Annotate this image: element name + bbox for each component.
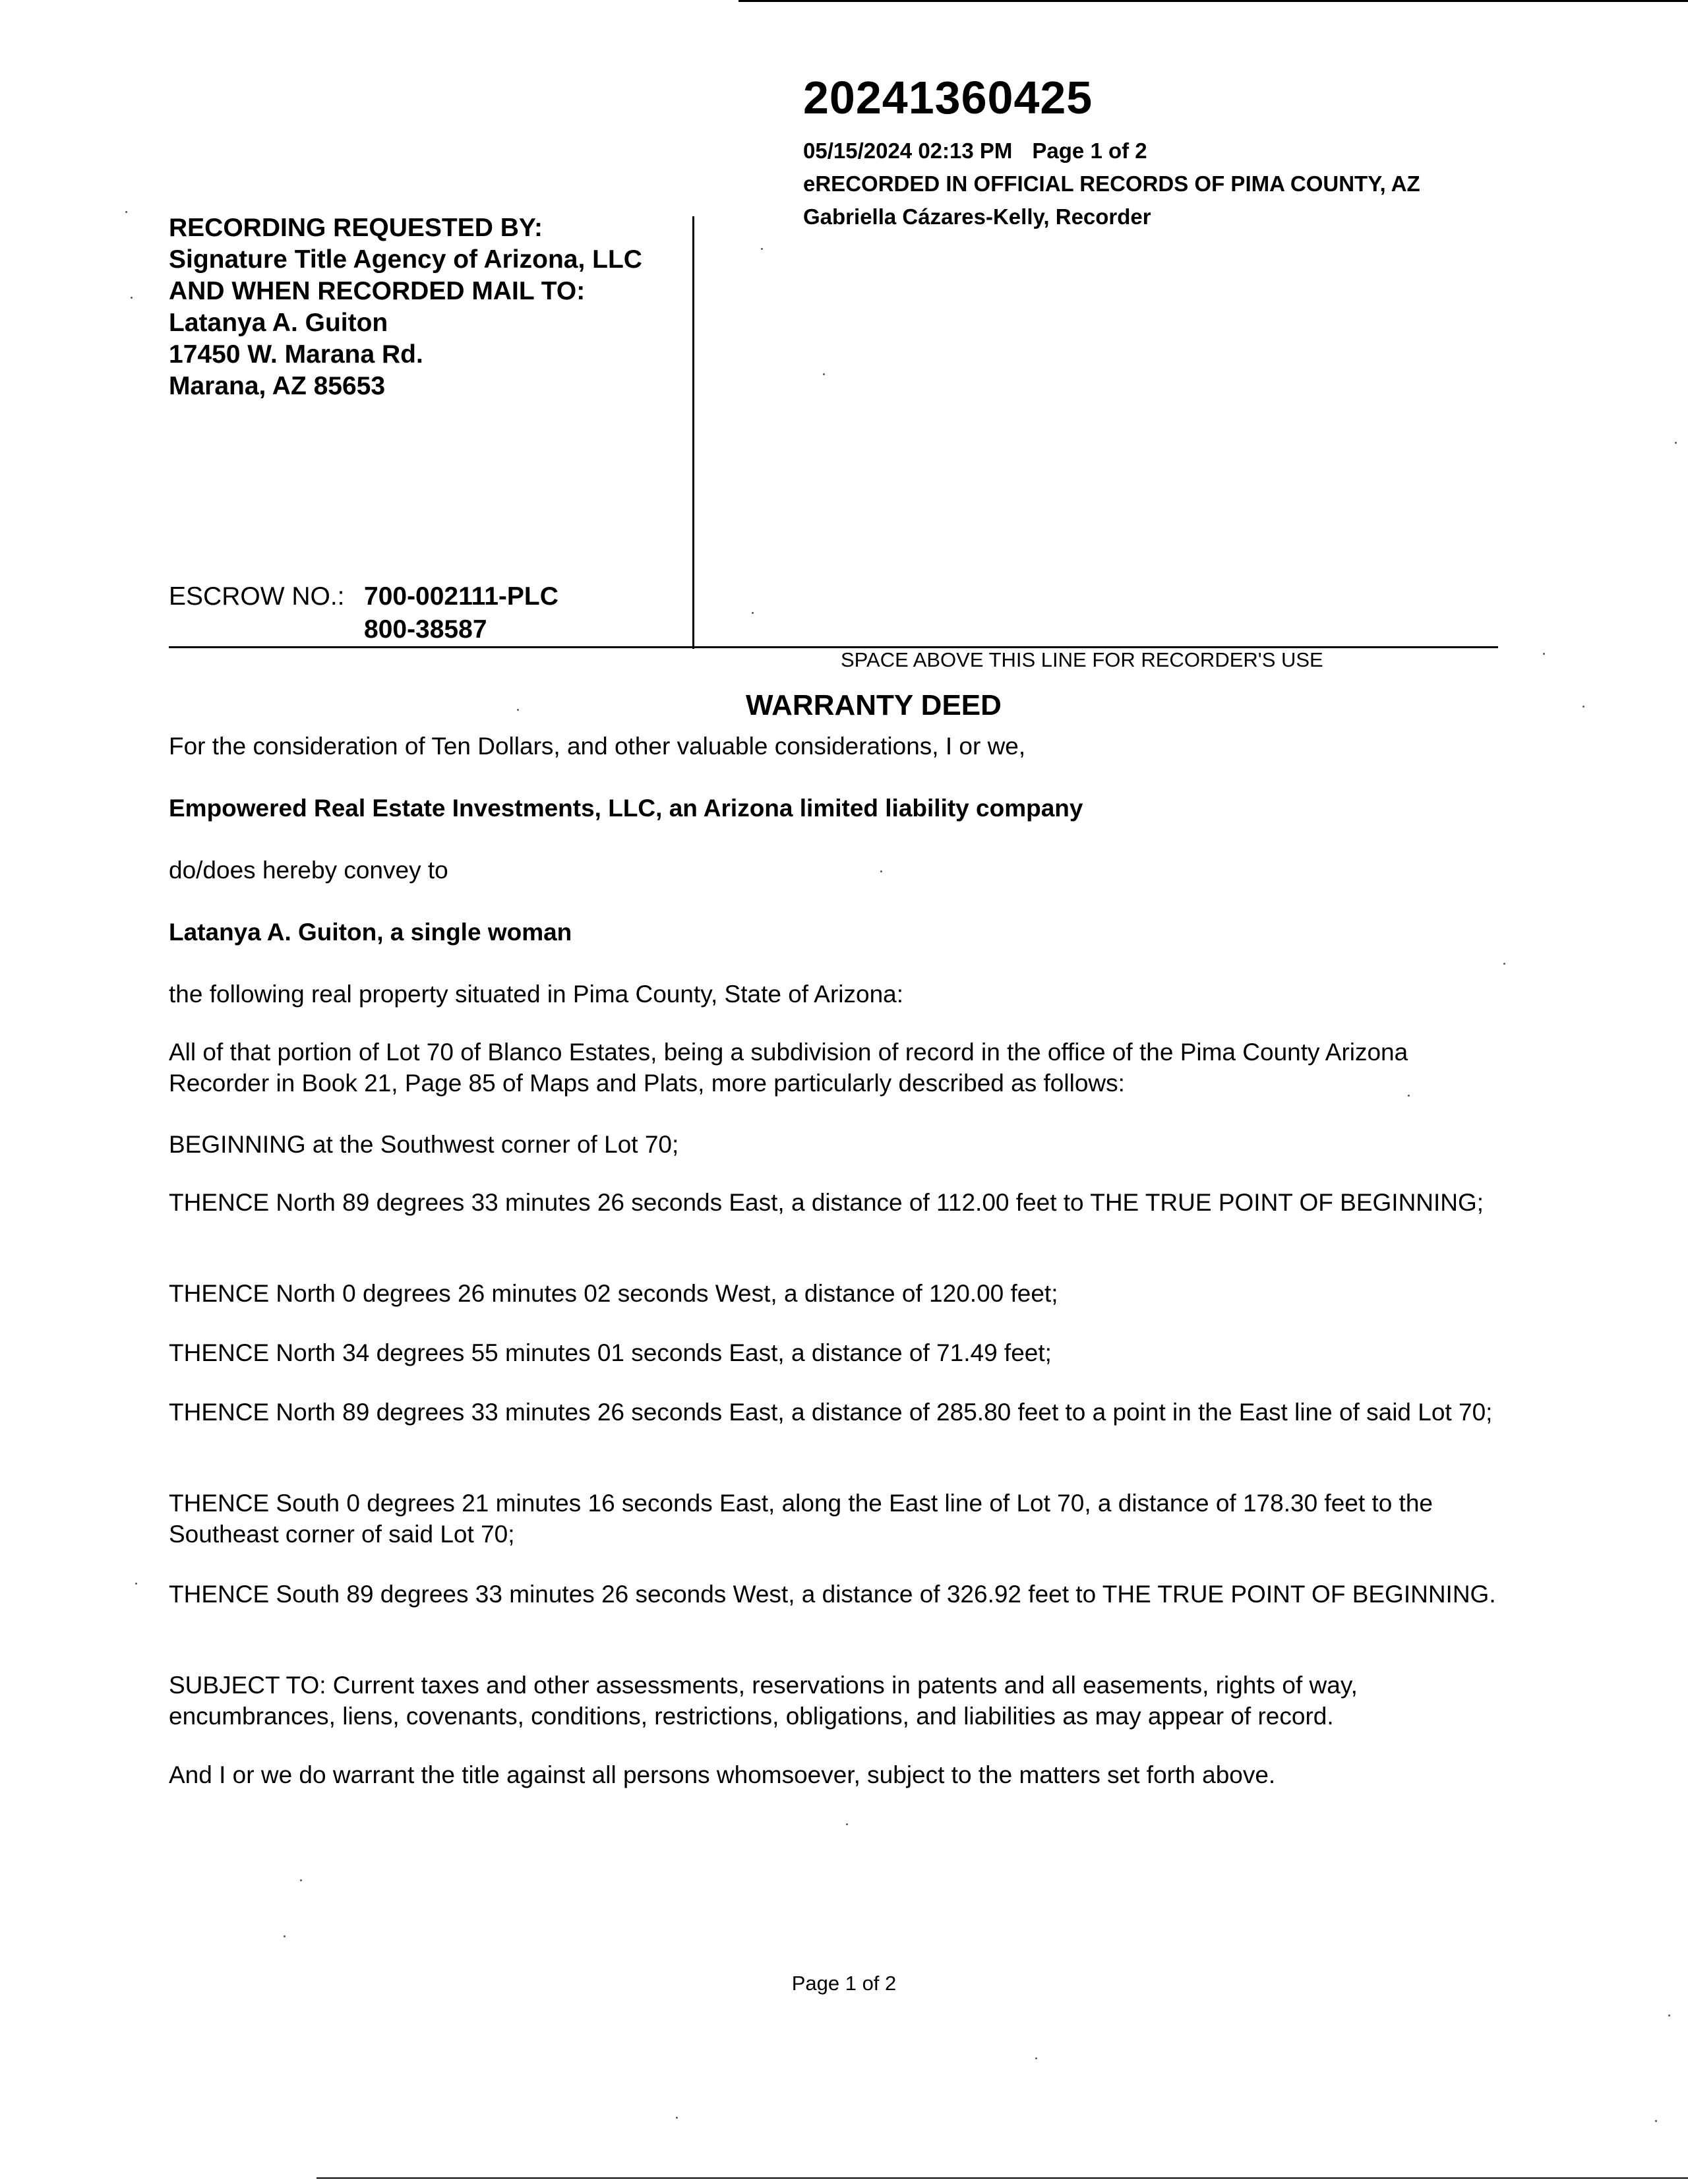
- scan-speck: [823, 373, 825, 375]
- mail-to-heading: AND WHEN RECORDED MAIL TO:: [169, 277, 586, 305]
- legal-description-paragraph: THENCE North 0 degrees 26 minutes 02 seconds West, a distance of 120.00 feet;: [169, 1280, 1058, 1307]
- scan-speck: [1408, 1095, 1410, 1097]
- legal-description-paragraph: THENCE North 34 degrees 55 minutes 01 seconds East, a distance of 71.49 feet;: [169, 1339, 1052, 1366]
- page-count: Page 1 of 2: [1032, 138, 1147, 163]
- bottom-edge-line: [316, 2177, 1688, 2179]
- consideration-text: For the consideration of Ten Dollars, and other valuable considerations, I or we,: [169, 733, 1026, 760]
- escrow-label: ESCROW NO.:: [169, 582, 345, 611]
- grantee-name: Latanya A. Guiton, a single woman: [169, 919, 572, 946]
- recorded-in-line: eRECORDED IN OFFICIAL RECORDS OF PIMA COUNTY, AZ: [803, 171, 1420, 196]
- recorder-name: Gabriella Cázares-Kelly, Recorder: [803, 204, 1151, 229]
- scan-speck: [125, 211, 127, 213]
- scan-speck: [284, 1935, 286, 1937]
- scan-speck: [517, 709, 519, 711]
- escrow-number-secondary: 800-38587: [364, 615, 487, 644]
- legal-description-paragraph: THENCE North 89 degrees 33 minutes 26 seconds East, a distance of 112.00 feet to THE TRUE POINT OF BEGINNING;: [169, 1189, 1484, 1216]
- property-intro: the following real property situated in Pima County, State of Arizona:: [169, 981, 904, 1008]
- top-edge-line: [738, 0, 1688, 2]
- scan-speck: [300, 1879, 302, 1881]
- deed-title: WARRANTY DEED: [746, 689, 1002, 721]
- recording-requested-block: [169, 212, 642, 402]
- document-number: 20241360425: [803, 72, 1093, 123]
- legal-description-paragraph: THENCE North 89 degrees 33 minutes 26 seconds East, a distance of 285.80 feet to a point in the East line of said Lot 70;: [169, 1399, 1493, 1426]
- scan-speck: [1675, 442, 1677, 444]
- scan-speck: [135, 1583, 137, 1585]
- legal-description-paragraph: All of that portion of Lot 70 of Blanco Estates, being a subdivision of record in the office of the Pima County Arizona Recorder in Book 21, Page 85 of Maps and Plats, more particularly described as follows:: [169, 1039, 1408, 1097]
- scan-speck: [761, 248, 763, 250]
- requested-by-heading: RECORDING REQUESTED BY:: [169, 214, 543, 242]
- scan-speck: [676, 2117, 678, 2119]
- footer-page-number: Page 1 of 2: [791, 1972, 897, 1995]
- mail-to-street: 17450 W. Marana Rd.: [169, 340, 423, 369]
- legal-description-paragraph: BEGINNING at the Southwest corner of Lot 70;: [169, 1131, 679, 1158]
- warranty-paragraph: And I or we do warrant the title against all persons whomsoever, subject to the matters set forth above.: [169, 1761, 1276, 1788]
- requesting-agency: Signature Title Agency of Arizona, LLC: [169, 245, 642, 274]
- scan-speck: [1035, 2057, 1037, 2059]
- scan-speck: [1668, 2015, 1670, 2017]
- mail-to-name: Latanya A. Guiton: [169, 309, 388, 337]
- space-above-note: SPACE ABOVE THIS LINE FOR RECORDER'S USE: [841, 648, 1323, 671]
- scan-speck: [1543, 653, 1545, 655]
- recorded-datetime-line: [803, 138, 1147, 164]
- scan-speck: [880, 870, 882, 872]
- grantor-name: Empowered Real Estate Investments, LLC, an Arizona limited liability company: [169, 795, 1083, 822]
- mail-to-city: Marana, AZ 85653: [169, 372, 386, 400]
- legal-description-paragraph: THENCE South 89 degrees 33 minutes 26 seconds West, a distance of 326.92 feet to THE TRUE POINT OF BEGINNING.: [169, 1581, 1496, 1608]
- scan-speck: [1655, 2120, 1657, 2122]
- scan-speck: [131, 297, 133, 299]
- header-vertical-divider: [692, 216, 694, 649]
- scan-speck: [1503, 963, 1505, 965]
- scan-speck: [846, 1823, 848, 1825]
- scan-speck: [752, 612, 754, 614]
- legal-description-paragraph: THENCE South 0 degrees 21 minutes 16 seconds East, along the East line of Lot 70, a distance of 178.30 feet to the Southeast corner of said Lot 70;: [169, 1490, 1433, 1548]
- subject-to-paragraph: SUBJECT TO: Current taxes and other assessments, reservations in patents and all easements, rights of way, encumbrances, liens, covenants, conditions, restrictions, obligations, and liabilities as may appear of record.: [169, 1672, 1358, 1730]
- escrow-number-primary: 700-002111-PLC: [364, 582, 558, 611]
- convey-text: do/does hereby convey to: [169, 857, 448, 884]
- scan-speck: [1582, 706, 1584, 708]
- recorded-datetime: 05/15/2024 02:13 PM: [803, 138, 1013, 163]
